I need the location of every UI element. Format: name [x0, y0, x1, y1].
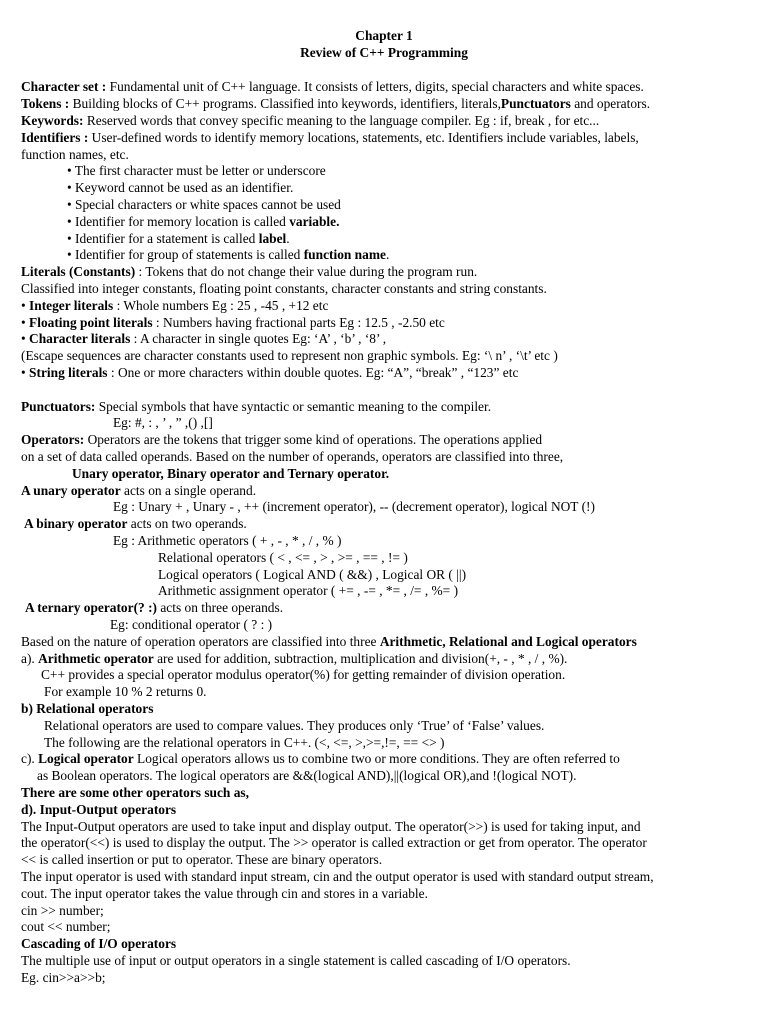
escape-sequence-note: (Escape sequences are character constants used to represent non graphic symbols. Eg: ‘\ n’ , ‘\t’ etc ) — [21, 348, 558, 363]
other-operators-line: There are some other operators such as, — [21, 785, 249, 800]
identifier-rule: • The first character must be letter or underscore — [67, 163, 326, 178]
identifier-rule-text: • Identifier for memory location is called — [67, 214, 290, 229]
tokens-term: Tokens : — [21, 96, 70, 111]
io-paragraph-line: The input operator is used with standard input stream, cin and the output operator is used with standard output stream, — [21, 869, 654, 884]
io-heading: d). Input-Output operators — [21, 802, 177, 817]
binary-example: Eg : Arithmetic operators ( + , - , * , / , % ) — [113, 533, 342, 548]
chapter-label: Chapter 1 — [355, 28, 413, 43]
punctuators-line — [21, 398, 491, 415]
literal-term: String literals — [29, 365, 108, 380]
ternary-text: acts on three operands. — [157, 600, 284, 615]
punctuators-text: Special symbols that have syntactic or semantic meaning to the compiler. — [95, 399, 492, 414]
binary-term: A binary operator — [24, 516, 128, 531]
arithmetic-text: are used for addition, subtraction, multiplication and division(+, - , * , / , %). — [153, 651, 568, 666]
identifier-rule: • Keyword cannot be used as an identifier. — [67, 180, 294, 195]
identifiers-line — [21, 129, 639, 146]
code-line: cin >> number; — [21, 903, 104, 918]
literal-item — [21, 314, 445, 331]
ternary-line — [25, 599, 283, 616]
literal-term: Integer literals — [29, 298, 114, 313]
identifier-rule-text: • Identifier for group of statements is called — [67, 247, 304, 262]
identifier-rule-bold: function name — [303, 247, 386, 262]
arithmetic-prefix: a). — [21, 651, 39, 666]
char-set-line — [21, 78, 644, 95]
operators-line-2: on a set of data called operands. Based on the number of operands, operators are classified into three, — [21, 449, 564, 464]
literal-item — [21, 330, 386, 347]
identifiers-line-2: function names, etc. — [21, 147, 129, 162]
identifier-rule-after: . — [286, 231, 290, 246]
arithmetic-line-2: C++ provides a special operator modulus operator(%) for getting remainder of division operation. — [41, 667, 566, 682]
punctuators-term: Punctuators: — [21, 399, 96, 414]
bullet: • — [21, 315, 30, 330]
chapter-title: Review of C++ Programming — [300, 45, 468, 60]
nature-text: Based on the nature of operation operators are classified into three — [21, 634, 380, 649]
identifiers-text: User-defined words to identify memory locations, statements, etc. Identifiers include variables, labels, — [88, 130, 639, 145]
identifier-rule-after: . — [385, 247, 390, 262]
operators-text: Operators are the tokens that trigger some kind of operations. The operations applied — [84, 432, 543, 447]
unary-line — [21, 482, 256, 499]
literal-term: Character literals — [29, 331, 131, 346]
tokens-line — [21, 95, 650, 112]
logical-line-2: as Boolean operators. The logical operators are &&(logical AND),||(logical OR),and !(logical NOT). — [37, 768, 577, 783]
io-paragraph-line: the operator(<<) is used to display the output. The >> operator is called extraction or get from operator. The operator — [21, 835, 647, 850]
nature-line — [21, 633, 637, 650]
identifier-rule — [67, 246, 389, 263]
literal-text: : Numbers having fractional parts Eg : 12.5 , -2.50 etc — [152, 315, 445, 330]
unary-example: Eg : Unary + , Unary - , ++ (increment operator), -- (decrement operator), logical NOT (!) — [113, 499, 595, 514]
keywords-text: Reserved words that convey specific meaning to the language compiler. Eg : if, break , for etc... — [83, 113, 600, 128]
cascading-example: Eg. cin>>a>>b; — [21, 970, 106, 985]
literals-classified: Classified into integer constants, floating point constants, character constants and string constants. — [21, 281, 547, 296]
io-paragraph-line: cout. The input operator takes the value through cin and stores in a variable. — [21, 886, 428, 901]
identifiers-term: Identifiers : — [21, 130, 89, 145]
unary-text: acts on a single operand. — [120, 483, 257, 498]
ternary-term: A ternary operator(? :) — [25, 600, 157, 615]
relational-heading: b) Relational operators — [21, 701, 154, 716]
arithmetic-term: Arithmetic operator — [38, 651, 154, 666]
binary-text: acts on two operands. — [127, 516, 247, 531]
bullet: • — [21, 298, 30, 313]
literal-item — [21, 297, 328, 314]
ternary-example: Eg: conditional operator ( ? : ) — [110, 617, 273, 632]
bullet: • — [21, 331, 30, 346]
literal-item — [21, 364, 518, 381]
tokens-bold: Punctuators — [500, 96, 571, 111]
char-set-term: Character set : — [21, 79, 107, 94]
binary-example: Logical operators ( Logical AND ( &&) , Logical OR ( ||) — [158, 567, 467, 582]
keywords-term: Keywords: — [21, 113, 84, 128]
arithmetic-line-3: For example 10 % 2 returns 0. — [44, 684, 207, 699]
literal-text: : Whole numbers Eg : 25 , -45 , +12 etc — [113, 298, 329, 313]
io-paragraph-line: << is called insertion or put to operator. These are binary operators. — [21, 852, 383, 867]
operator-classes: Unary operator, Binary operator and Ternary operator. — [72, 466, 390, 481]
arithmetic-line — [21, 650, 567, 667]
tokens-text: Building blocks of C++ programs. Classified into keywords, identifiers, literals, — [69, 96, 501, 111]
cascading-text: The multiple use of input or output operators in a single statement is called cascading of I/O operators. — [21, 953, 571, 968]
code-line: cout << number; — [21, 919, 111, 934]
relational-line: Relational operators are used to compare values. They produces only ‘True’ of ‘False’ values. — [44, 718, 545, 733]
punctuators-example: Eg: #, : , ’ , ” ,() ,[] — [113, 415, 213, 430]
literals-term: Literals (Constants) — [21, 264, 136, 279]
binary-example: Arithmetic assignment operator ( += , -= , *= , /= , %= ) — [158, 583, 459, 598]
binary-example: Relational operators ( < , <= , > , >= , == , != ) — [158, 550, 408, 565]
identifier-rule-bold: label — [258, 231, 287, 246]
literal-term: Floating point literals — [29, 315, 153, 330]
identifier-rule: • Special characters or white spaces cannot be used — [67, 197, 341, 212]
identifier-rule — [67, 230, 290, 247]
io-paragraph-line: The Input-Output operators are used to take input and display output. The operator(>>) is used for taking input, and — [21, 819, 641, 834]
bullet: • — [21, 365, 30, 380]
literal-text: : A character in single quotes Eg: ‘A’ , ‘b’ , ‘8’ , — [130, 331, 387, 346]
tokens-text-end: and operators. — [570, 96, 651, 111]
nature-bold: Arithmetic, Relational and Logical operators — [379, 634, 637, 649]
char-set-text: Fundamental unit of C++ language. It consists of letters, digits, special characters and white spaces. — [106, 79, 644, 94]
operators-line — [21, 431, 542, 448]
literals-line — [21, 263, 477, 280]
relational-line: The following are the relational operators in C++. (<, <=, >,>=,!=, == <> ) — [44, 735, 445, 750]
literal-text: : One or more characters within double quotes. Eg: “A”, “break” , “123” etc — [107, 365, 519, 380]
logical-line — [21, 750, 620, 767]
operators-term: Operators: — [21, 432, 85, 447]
identifier-rule-text: • Identifier for a statement is called — [67, 231, 259, 246]
identifier-rule-bold: variable. — [289, 214, 340, 229]
literals-text: : Tokens that do not change their value during the program run. — [135, 264, 478, 279]
binary-line — [24, 515, 247, 532]
unary-term: A unary operator — [21, 483, 121, 498]
logical-prefix: c). — [21, 751, 39, 766]
logical-text: Logical operators allows us to combine two or more conditions. They are often referred to — [133, 751, 620, 766]
identifier-rule — [67, 213, 339, 230]
keywords-line — [21, 112, 599, 129]
logical-term: Logical operator — [38, 751, 134, 766]
cascading-heading: Cascading of I/O operators — [21, 936, 177, 951]
